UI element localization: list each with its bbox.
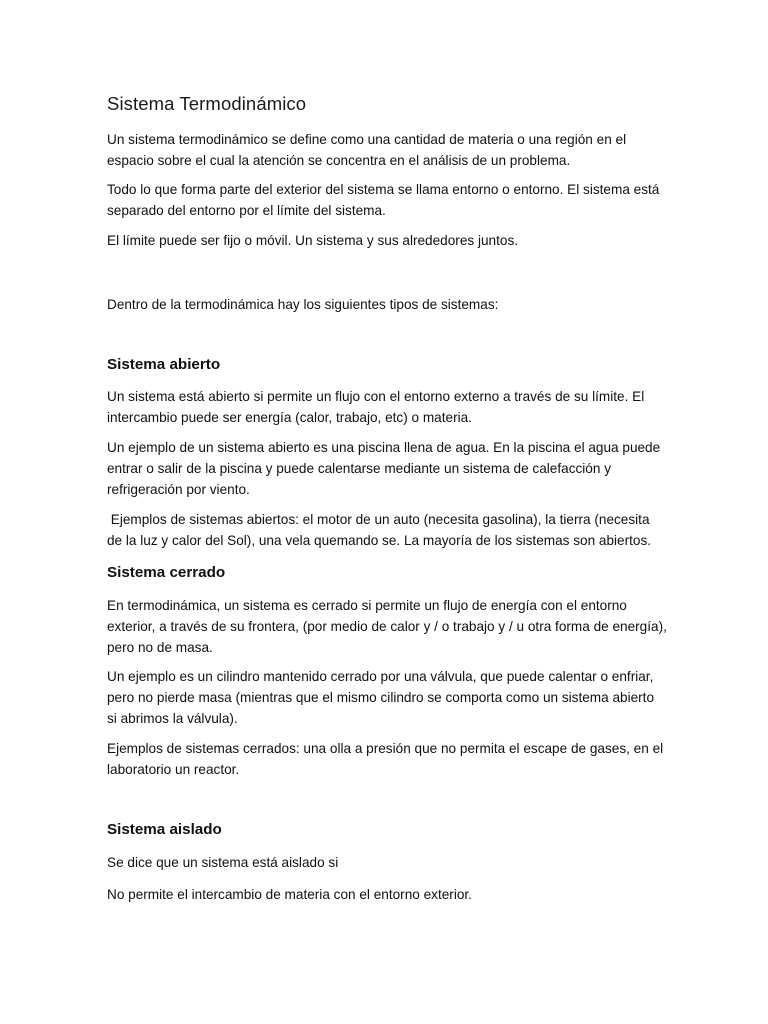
open-system-paragraph-example: Un ejemplo de un sistema abierto es una piscina llena de agua. En la piscina el agua puede entrar o salir de la piscina y puede calentarse mediante un sistema de calefacción y refrigeración por viento. — [107, 440, 661, 497]
isolated-system-paragraph-intro: Se dice que un sistema está aislado si — [107, 855, 339, 870]
intro-paragraph-types: Dentro de la termodinámica hay los siguientes tipos de sistemas: — [107, 297, 499, 312]
intro-paragraph-definition: Un sistema termodinámico se define como una cantidad de materia o una región en el espacio sobre el cual la atención se concentra en el análisis de un problema. — [107, 132, 627, 168]
section-heading-open-system: Sistema abierto — [107, 356, 221, 373]
section-heading-closed-system: Sistema cerrado — [107, 564, 226, 581]
intro-paragraph-boundary: El límite puede ser fijo o móvil. Un sistema y sus alrededores juntos. — [107, 233, 519, 248]
open-system-paragraph-definition: Un sistema está abierto si permite un flujo con el entorno externo a través de su límite. El intercambio puede ser energía (calor, trabajo, etc) o materia. — [107, 389, 645, 425]
closed-system-paragraph-example: Un ejemplo es un cilindro mantenido cerrado por una válvula, que puede calentar o enfriar, pero no pierde masa (mientras que el mismo cilindro se comporta como un sistema abierto si abrimos la válvula). — [107, 669, 655, 726]
document-title: Sistema Termodinámico — [107, 93, 307, 114]
open-system-paragraph-examples-list: Ejemplos de sistemas abiertos: el motor de un auto (necesita gasolina), la tierra (necesita de la luz y calor del Sol), una vela quemando se. La mayoría de los sistemas son abiertos. — [107, 512, 654, 548]
intro-paragraph-environment: Todo lo que forma parte del exterior del sistema se llama entorno o entorno. El sistema está separado del entorno por el límite del sistema. — [107, 182, 660, 218]
section-heading-isolated-system: Sistema aislado — [107, 821, 222, 838]
closed-system-paragraph-examples-list: Ejemplos de sistemas cerrados: una olla a presión que no permita el escape de gases, en el laboratorio un reactor. — [107, 741, 664, 777]
closed-system-paragraph-definition: En termodinámica, un sistema es cerrado si permite un flujo de energía con el entorno exterior, a través de su frontera, (por medio de calor y / o trabajo y / u otra forma de energía), pero no de masa. — [107, 598, 667, 655]
isolated-system-paragraph-condition: No permite el intercambio de materia con el entorno exterior. — [107, 887, 472, 902]
